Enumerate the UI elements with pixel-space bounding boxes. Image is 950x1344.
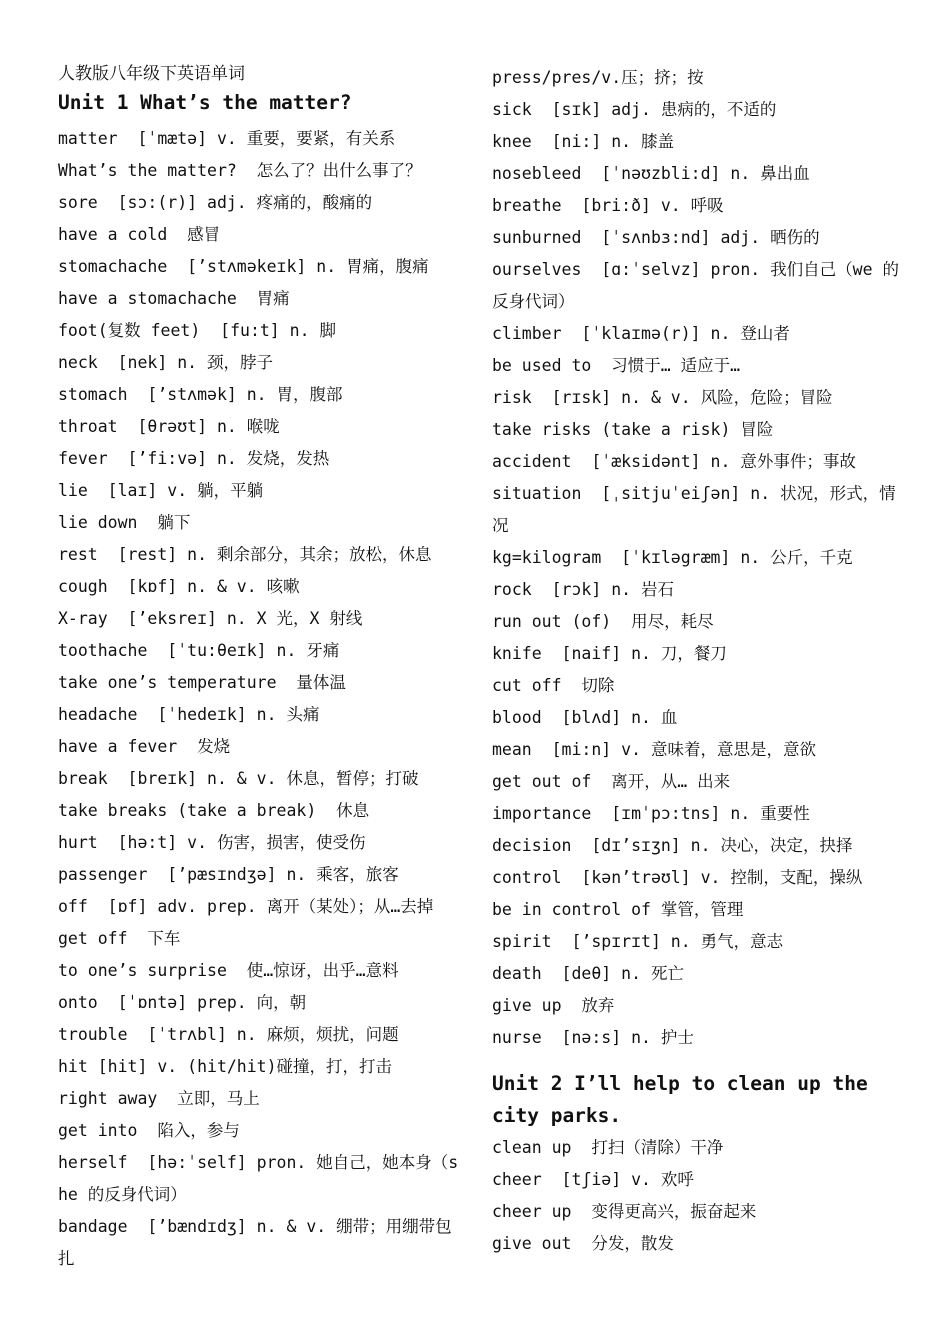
vocab-entry: neck [nek] n. 颈，脖子	[58, 353, 274, 372]
vocab-entry: nosebleed [ˈnəʊzbli:d] n. 鼻出血	[492, 164, 810, 183]
vocab-entry: What’s the matter? 怎么了？出什么事了？	[58, 161, 422, 180]
vocab-entry: hit [hit] v. (hit/hit)碰撞，打，打击	[58, 1057, 393, 1076]
vocab-entry: have a fever 发烧	[58, 737, 231, 756]
vocab-entry: nurse [nə:s] n. 护士	[492, 1028, 694, 1047]
vocab-entry: break [breɪk] n. & v. 休息，暂停；打破	[58, 769, 419, 788]
vocab-entry: hurt [hə:t] v. 伤害，损害，使受伤	[58, 833, 366, 852]
left-column	[58, 62, 468, 1275]
vocab-entry: ourselves [ɑ:ˈselvz] pron. 我们自己（we 的反身代词）	[492, 260, 899, 311]
vocab-entry: cough [kɒf] n. & v. 咳嗽	[58, 577, 300, 596]
vocab-entry: knife [naif] n. 刀，餐刀	[492, 644, 727, 663]
right-column	[492, 62, 912, 1260]
vocab-entry: X-ray [’eksreɪ] n. X 光，X 射线	[58, 609, 363, 628]
vocab-entry: get into 陷入，参与	[58, 1121, 240, 1140]
vocab-entry: sick [sɪk] adj. 患病的，不适的	[492, 100, 777, 119]
vocab-list-right-unit2	[492, 1132, 912, 1260]
vocab-entry: blood [blʌd] n. 血	[492, 708, 678, 727]
vocab-entry: mean [mi:n] v. 意味着，意思是，意欲	[492, 740, 816, 759]
vocab-entry: death [deθ] n. 死亡	[492, 964, 684, 983]
vocab-entry: decision [dɪ’sɪʒn] n. 决心，决定，抉择	[492, 836, 853, 855]
vocab-entry: bandage [’bændɪdʒ] n. & v. 绷带；用绷带包扎	[58, 1217, 452, 1268]
vocab-list-right-unit1	[492, 62, 912, 1054]
vocab-entry: run out (of) 用尽，耗尽	[492, 612, 714, 631]
vocab-entry: importance [ɪmˈpɔ:tns] n. 重要性	[492, 804, 810, 823]
vocab-entry: have a cold 感冒	[58, 225, 221, 244]
vocab-entry: be in control of 掌管，管理	[492, 900, 744, 919]
vocab-entry: sunburned [ˈsʌnbɜ:nd] adj. 晒伤的	[492, 228, 820, 247]
vocab-entry: onto [ˈɒntə] prep. 向，朝	[58, 993, 307, 1012]
vocab-entry: cheer up 变得更高兴，振奋起来	[492, 1202, 757, 1221]
vocab-entry: clean up 打扫（清除）干净	[492, 1138, 724, 1157]
vocab-entry: lie [laɪ] v. 躺，平躺	[58, 481, 264, 500]
vocab-entry: accident [ˈæksidənt] n. 意外事件；事故	[492, 452, 856, 471]
vocab-entry: lie down 躺下	[58, 513, 191, 532]
vocab-entry: to one’s surprise 使…惊讶，出乎…意料	[58, 961, 399, 980]
vocab-entry: stomachache [’stʌməkeɪk] n. 胃痛，腹痛	[58, 257, 429, 276]
unit-1-heading: Unit 1 What’s the matter?	[58, 91, 352, 114]
vocab-entry: matter [ˈmætə] v. 重要，要紧，有关系	[58, 129, 396, 148]
vocab-entry: headache [ˈhedeɪk] n. 头痛	[58, 705, 320, 724]
vocab-entry: cheer [tʃiə] v. 欢呼	[492, 1170, 694, 1189]
vocab-entry: give up 放弃	[492, 996, 615, 1015]
vocab-entry: off [ɒf] adv. prep. 离开（某处）；从…去掉	[58, 897, 434, 916]
vocab-entry: take risks (take a risk) 冒险	[492, 420, 774, 439]
vocab-entry: get out of 离开，从… 出来	[492, 772, 731, 791]
vocab-entry: right away 立即，马上	[58, 1089, 260, 1108]
vocab-entry: kg=kilogram [ˈkɪləgræm] n. 公斤，千克	[492, 548, 853, 567]
vocab-entry: foot(复数 feet) [fu:t] n. 脚	[58, 321, 336, 340]
vocab-entry: stomach [’stʌmək] n. 胃，腹部	[58, 385, 343, 404]
vocab-entry: trouble [ˈtrʌbl] n. 麻烦，烦扰，问题	[58, 1025, 399, 1044]
vocab-entry: toothache [ˈtu:θeɪk] n. 牙痛	[58, 641, 340, 660]
vocab-entry: situation [ˌsitjuˈeiʃən] n. 状况，形式，情况	[492, 484, 896, 535]
vocab-entry: sore [sɔ:(r)] adj. 疼痛的，酸痛的	[58, 193, 373, 212]
vocab-entry: climber [ˈklaɪmə(r)] n. 登山者	[492, 324, 790, 343]
vocab-entry: press/pres/v.压；挤；按	[492, 68, 704, 87]
vocab-entry: control [kən’trəʊl] v. 控制，支配，操纵	[492, 868, 863, 887]
vocab-entry: take one’s temperature 量体温	[58, 673, 346, 692]
vocab-entry: fever [’fi:və] n. 发烧，发热	[58, 449, 330, 468]
vocab-entry: passenger [’pæsɪndʒə] n. 乘客，旅客	[58, 865, 399, 884]
vocab-list-left	[58, 123, 468, 1275]
vocab-entry: be used to 习惯于… 适应于…	[492, 356, 741, 375]
vocab-entry: knee [ni:] n. 膝盖	[492, 132, 675, 151]
vocab-entry: take breaks (take a break) 休息	[58, 801, 370, 820]
vocab-entry: have a stomachache 胃痛	[58, 289, 290, 308]
vocab-entry: herself [hə:ˈself] pron. 她自己，她本身（she 的反身代词）	[58, 1153, 459, 1204]
vocab-entry: rock [rɔk] n. 岩石	[492, 580, 675, 599]
vocab-entry: spirit [’spɪrɪt] n. 勇气，意志	[492, 932, 784, 951]
vocab-entry: risk [rɪsk] n. & v. 风险，危险；冒险	[492, 388, 833, 407]
unit-2-heading: Unit 2 I’ll help to clean up the city parks.	[492, 1072, 880, 1127]
vocab-entry: throat [θrəʊt] n. 喉咙	[58, 417, 280, 436]
vocab-entry: rest [rest] n. 剩余部分，其余；放松，休息	[58, 545, 432, 564]
vocab-entry: give out 分发，散发	[492, 1234, 674, 1253]
vocab-entry: cut off 切除	[492, 676, 615, 695]
vocab-entry: breathe [bri:ð] v. 呼吸	[492, 196, 724, 215]
document-title: 人教版八年级下英语单词	[58, 64, 245, 84]
vocab-entry: get off 下车	[58, 929, 181, 948]
